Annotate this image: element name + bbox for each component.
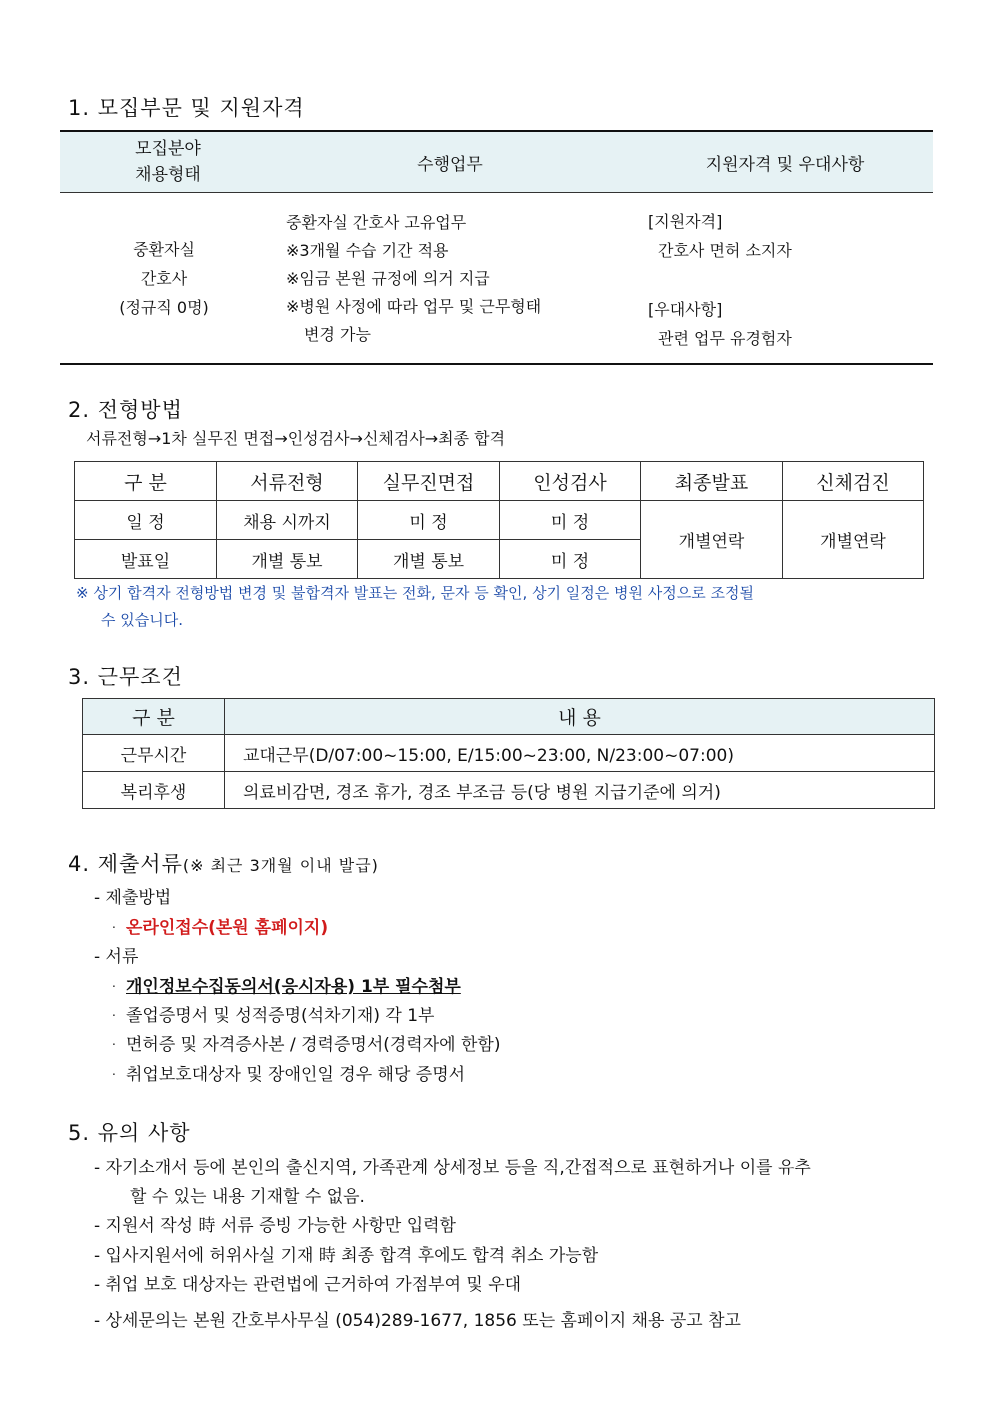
header-interview: 실무진면접 — [358, 462, 500, 501]
table-row — [83, 772, 935, 809]
qualification-cell — [648, 207, 792, 353]
conditions-table — [82, 698, 935, 809]
qualification-label: [지원자격] — [648, 212, 723, 231]
bullet-dot: . — [112, 1005, 116, 1019]
notice-item: - 입사지원서에 허위사실 기재 時 최종 합격 후에도 합격 취소 가능함 — [94, 1246, 599, 1266]
personality-cell: 미 정 — [500, 540, 641, 579]
header-field-line2: 채용형태 — [135, 165, 201, 185]
notice-item: - 자기소개서 등에 본인의 출신지역, 가족관계 상세정보 등을 직,간접적으로 표현하거나 이를 유추 — [94, 1158, 811, 1178]
field-line: 간호사 — [140, 269, 188, 288]
notice-item: - 상세문의는 본원 간호부사무실 (054)289-1677, 1856 또는 홈페이지 채용 공고 참고 — [94, 1311, 741, 1331]
row-label: 일 정 — [75, 501, 217, 540]
schedule-header-row — [75, 462, 924, 501]
doc-cell: 개별 통보 — [217, 540, 358, 579]
bullet-dot: . — [112, 1034, 116, 1048]
header-duty: 수행업무 — [417, 155, 483, 175]
interview-cell: 개별 통보 — [358, 540, 500, 579]
bullet-dot: . — [112, 976, 116, 990]
row-label: 복리후생 — [83, 772, 225, 809]
header-document: 서류전형 — [217, 462, 358, 501]
physical-cell: 개별연락 — [783, 501, 924, 579]
section4-title-note: (※ 최근 3개월 이내 발급) — [182, 856, 379, 875]
header-personality: 인성검사 — [500, 462, 641, 501]
conditions-header-row — [83, 699, 935, 735]
header-final: 최종발표 — [641, 462, 783, 501]
row-label: 발표일 — [75, 540, 217, 579]
section5-title: 5. 유의 사항 — [68, 1121, 191, 1145]
section2-title: 2. 전형방법 — [68, 398, 183, 422]
header-field-line1: 모집분야 — [135, 139, 201, 159]
doc-item: 취업보호대상자 및 장애인일 경우 해당 증명서 — [126, 1065, 466, 1085]
doc-item: 면허증 및 자격증사본 / 경력증명서(경력자에 한함) — [126, 1035, 501, 1055]
duty-line: 중환자실 간호사 고유업무 — [286, 213, 467, 232]
method-label: - 제출방법 — [94, 888, 172, 908]
doc-item: 개인정보수집동의서(응시자용) 1부 필수첨부 — [126, 977, 461, 997]
header-category: 구 분 — [83, 699, 225, 735]
schedule-note — [76, 580, 896, 634]
header-field — [108, 136, 228, 188]
header-category: 구 분 — [75, 462, 217, 501]
notice-item: 할 수 있는 내용 기재할 수 없음. — [130, 1187, 365, 1207]
header-qualification: 지원자격 및 우대사항 — [705, 155, 865, 175]
selection-flow: 서류전형→1차 실무진 면접→인성검사→신체검사→최종 합격 — [86, 429, 506, 448]
qualification-value: 간호사 면허 소지자 — [658, 241, 792, 260]
final-cell: 개별연락 — [641, 501, 783, 579]
interview-cell: 미 정 — [358, 501, 500, 540]
recruitment-table-row — [60, 193, 933, 365]
field-line: 중환자실 — [133, 240, 195, 259]
preference-label: [우대사항] — [648, 300, 723, 319]
section3-title: 3. 근무조건 — [68, 665, 183, 689]
docs-label: - 서류 — [94, 947, 139, 967]
bullet-dot: . — [112, 1064, 116, 1078]
field-line: (정규직 0명) — [119, 298, 209, 317]
row-value: 교대근무(D/07:00~15:00, E/15:00~23:00, N/23:00~07:00) — [225, 735, 935, 772]
section4-title-text: 4. 제출서류 — [68, 852, 183, 876]
table-row — [83, 735, 935, 772]
row-label: 근무시간 — [83, 735, 225, 772]
personality-cell: 미 정 — [500, 501, 641, 540]
preference-value: 관련 업무 유경험자 — [658, 329, 792, 348]
table-row — [75, 501, 924, 540]
notice-item: - 취업 보호 대상자는 관련법에 근거하여 가점부여 및 우대 — [94, 1275, 522, 1295]
section1-title: 1. 모집부문 및 지원자격 — [68, 96, 305, 120]
doc-cell: 채용 시까지 — [217, 501, 358, 540]
schedule-table — [74, 461, 924, 579]
duty-line: ※병원 사정에 따라 업무 및 근무형태 — [286, 297, 542, 316]
header-content: 내 용 — [225, 699, 935, 735]
field-cell — [100, 235, 228, 322]
duty-line: 변경 가능 — [304, 325, 371, 344]
recruitment-table-header — [60, 130, 933, 193]
section4-title — [68, 848, 379, 878]
duty-line: ※3개월 수습 기간 적용 — [286, 241, 449, 260]
doc-item: 졸업증명서 및 성적증명(석차기재) 각 1부 — [126, 1006, 435, 1026]
note-line: ※ 상기 합격자 전형방법 변경 및 불합격자 발표는 전화, 문자 등 확인, 상기 일정은 병원 사정으로 조정될 — [76, 584, 754, 602]
bullet-dot: . — [112, 917, 116, 931]
header-physical: 신체검진 — [783, 462, 924, 501]
duty-cell — [286, 209, 541, 349]
recruitment-table — [60, 130, 933, 365]
notice-item: - 지원서 작성 時 서류 증빙 가능한 사항만 입력함 — [94, 1216, 456, 1236]
method-value: 온라인접수(본원 홈페이지) — [126, 918, 329, 938]
duty-line: ※임금 본원 규정에 의거 지급 — [286, 269, 490, 288]
note-line: 수 있습니다. — [101, 611, 183, 629]
row-value: 의료비감면, 경조 휴가, 경조 부조금 등(당 병원 지급기준에 의거) — [225, 772, 935, 809]
